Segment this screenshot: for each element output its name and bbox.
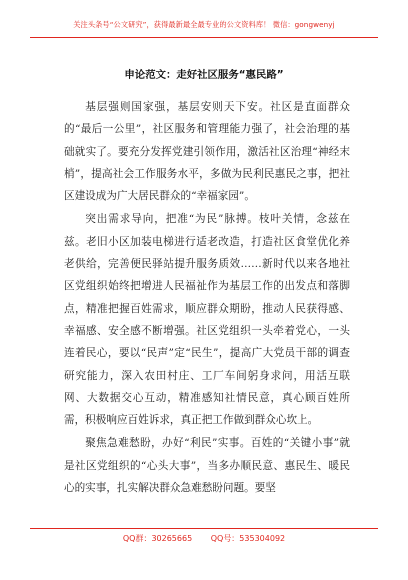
document-title: 申论范文：走好社区服务“惠民路” (124, 69, 284, 81)
paragraph: 聚焦急难愁盼，办好“利民”实事。百姓的“关键小事”就是社区党组织的“心头大事”，当多办顺民意、惠民生、暖民心的实事，扎实解决群众急难愁盼问题。要坚 (64, 437, 350, 495)
qq-group-text: QQ群：30265665 (122, 534, 193, 543)
footer-divider (30, 528, 378, 529)
page-header-notice: 关注头条号“公文研究”，获得最新最全最专业的公文资料库！ 微信：gongwenyj (73, 20, 335, 29)
document-body (64, 96, 350, 500)
paragraph: 基层强则国家强，基层安则天下安。社区是直面群众的“最后一公里”，社区服务和管理能力强了，社会治理的基础就实了。要充分发挥党建引领作用，激活社区治理“神经末梢”，提高社会工作服务水平，多做为民利民惠民之事，把社区建设成为广大居民群众的“幸福家园”。 (64, 101, 350, 203)
qq-number-text: QQ号：535304092 (210, 534, 286, 543)
page-footer (0, 533, 408, 544)
header-divider (30, 37, 378, 38)
paragraph: 突出需求导向，把准“为民”脉搏。枝叶关情，念兹在兹。老旧小区加装电梯进行适老改造，打造社区食堂优化养老供给，完善便民驿站提升服务质效……新时代以来各地社区党组织始终把增进人民福祉作为基层工作的出发点和落脚点，精准把握百姓需求，顺应群众期盼，推动人民获得感、幸福感、安全感不断增强。社区党组织一头牵着党心，一头连着民心，要以“民声”定“民生”，提高广大党员干部的调查研究能力，深入农田村庄、工厂车间躬身求问，用活互联网、大数据交心互动，精准感知社情民意，真心顾百姓所需，积极响应百姓诉求，真正把工作做到群众心坎上。 (64, 213, 350, 427)
